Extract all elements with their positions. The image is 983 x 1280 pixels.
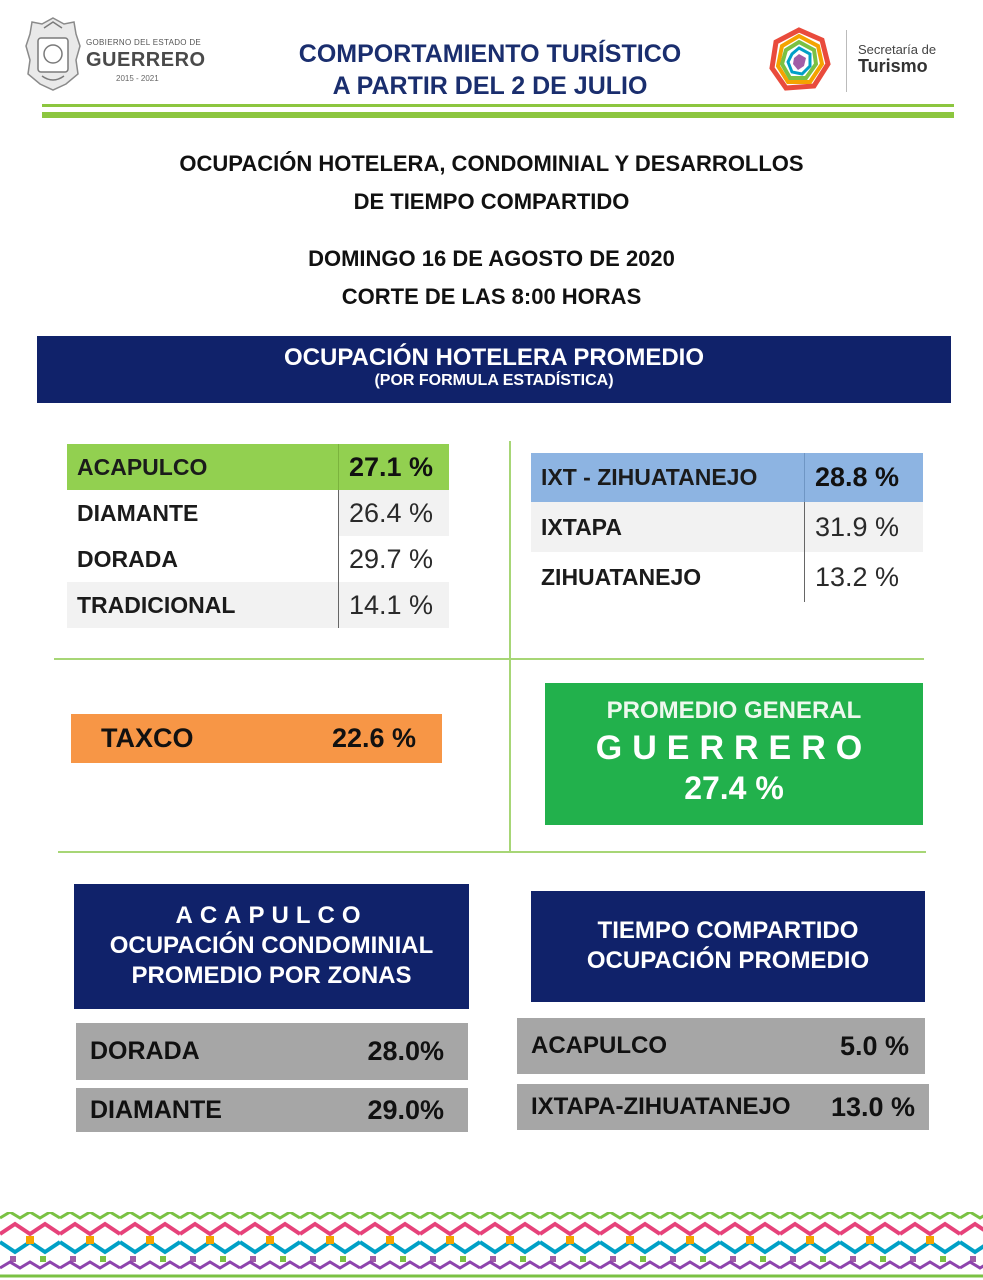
- row-label: DORADA: [90, 1037, 200, 1065]
- row-label: IXTAPA-ZIHUATANEJO: [531, 1093, 791, 1120]
- condominial-city: ACAPULCO: [175, 902, 368, 929]
- state-seal-icon: [24, 16, 82, 92]
- row-label: DIAMANTE: [90, 1095, 222, 1124]
- row-value: 5.0 %: [839, 1030, 909, 1061]
- row-value: 29.7 %: [338, 536, 449, 582]
- gov-state-name: GUERRERO: [86, 49, 206, 71]
- table-row: [531, 453, 923, 502]
- timeshare-subtitle: OCUPACIÓN PROMEDIO: [586, 947, 870, 974]
- tourism-emblem-icon: [766, 26, 832, 94]
- subtitle-line-1: OCUPACIÓN HOTELERA, CONDOMINIAL Y DESARROLLOS: [179, 151, 804, 176]
- average-value: 27.4 %: [684, 770, 784, 806]
- row-label: IXTAPA: [541, 513, 622, 540]
- taxco-occupancy: [71, 714, 442, 763]
- date-line: DOMINGO 16 DE AGOSTO DE 2020: [308, 246, 675, 271]
- condominial-subtitle: PROMEDIO POR ZONAS: [131, 962, 412, 989]
- row-label: ACAPULCO: [531, 1032, 667, 1059]
- table-row: [531, 502, 923, 552]
- row-value: 28.0%: [367, 1036, 444, 1066]
- row-value: 14.1 %: [338, 582, 449, 628]
- condominial-title: OCUPACIÓN CONDOMINIAL: [109, 932, 434, 959]
- average-heading: PROMEDIO GENERAL: [606, 697, 862, 724]
- row-label: ACAPULCO: [77, 453, 208, 480]
- row-label: ZIHUATANEJO: [541, 563, 702, 590]
- row-label: DORADA: [77, 545, 178, 572]
- general-average-box: [545, 683, 923, 825]
- header-divider-thick: [42, 112, 954, 118]
- government-logo: [24, 16, 206, 96]
- banner-title: OCUPACIÓN HOTELERA PROMEDIO: [283, 344, 704, 371]
- timeshare-row-ixtapa: [517, 1084, 929, 1130]
- horizontal-divider-mid: [54, 658, 924, 660]
- condominial-row-diamante: [76, 1088, 468, 1132]
- row-value: 29.0%: [367, 1094, 444, 1125]
- table-row: [67, 536, 449, 582]
- header-divider-thin: [42, 104, 954, 107]
- row-value: 27.1 %: [338, 444, 449, 490]
- ixtapa-occupancy-table: [531, 453, 923, 603]
- section-banner: [37, 336, 951, 403]
- taxco-value: 22.6 %: [331, 723, 416, 753]
- row-label: DIAMANTE: [77, 499, 199, 526]
- logo-divider: [846, 30, 847, 92]
- tourism-logo: [766, 26, 966, 98]
- banner-subtitle: (POR FORMULA ESTADÍSTICA): [374, 372, 614, 389]
- table-row: [67, 444, 449, 490]
- timeshare-row-acapulco: [517, 1018, 925, 1074]
- average-state: GUERRERO: [595, 729, 873, 767]
- table-row: [531, 552, 923, 602]
- condominial-header-box: [74, 884, 469, 1009]
- gov-years: 2015 - 2021: [116, 74, 159, 83]
- table-row: [67, 582, 449, 628]
- row-value: 31.9 %: [804, 502, 923, 552]
- row-value: 28.8 %: [804, 453, 923, 502]
- row-label: IXT - ZIHUATANEJO: [541, 464, 758, 490]
- title-line-2: A PARTIR DEL 2 DE JULIO: [332, 72, 648, 100]
- taxco-label: TAXCO: [101, 723, 194, 753]
- title-line-1: COMPORTAMIENTO TURÍSTICO: [298, 40, 682, 68]
- subtitle-line-2: DE TIEMPO COMPARTIDO: [353, 189, 630, 214]
- horizontal-divider-low: [58, 851, 926, 853]
- decorative-footer-pattern: [0, 1212, 983, 1280]
- timeshare-header-box: [531, 891, 925, 1002]
- tourism-text-2: Turismo: [858, 56, 928, 76]
- page-title: [240, 38, 740, 102]
- gov-small-text: GOBIERNO DEL ESTADO DE: [86, 38, 202, 47]
- table-row: [67, 490, 449, 536]
- tourism-text-1: Secretaría de: [858, 42, 937, 57]
- vertical-divider: [509, 441, 511, 853]
- row-value: 13.2 %: [804, 552, 923, 602]
- row-value: 26.4 %: [338, 490, 449, 536]
- cutoff-line: CORTE DE LAS 8:00 HORAS: [341, 284, 642, 309]
- row-value: 13.0 %: [830, 1091, 915, 1122]
- row-label: TRADICIONAL: [77, 591, 236, 618]
- acapulco-occupancy-table: [67, 444, 449, 630]
- condominial-row-dorada: [76, 1023, 468, 1080]
- timeshare-title: TIEMPO COMPARTIDO: [597, 917, 859, 944]
